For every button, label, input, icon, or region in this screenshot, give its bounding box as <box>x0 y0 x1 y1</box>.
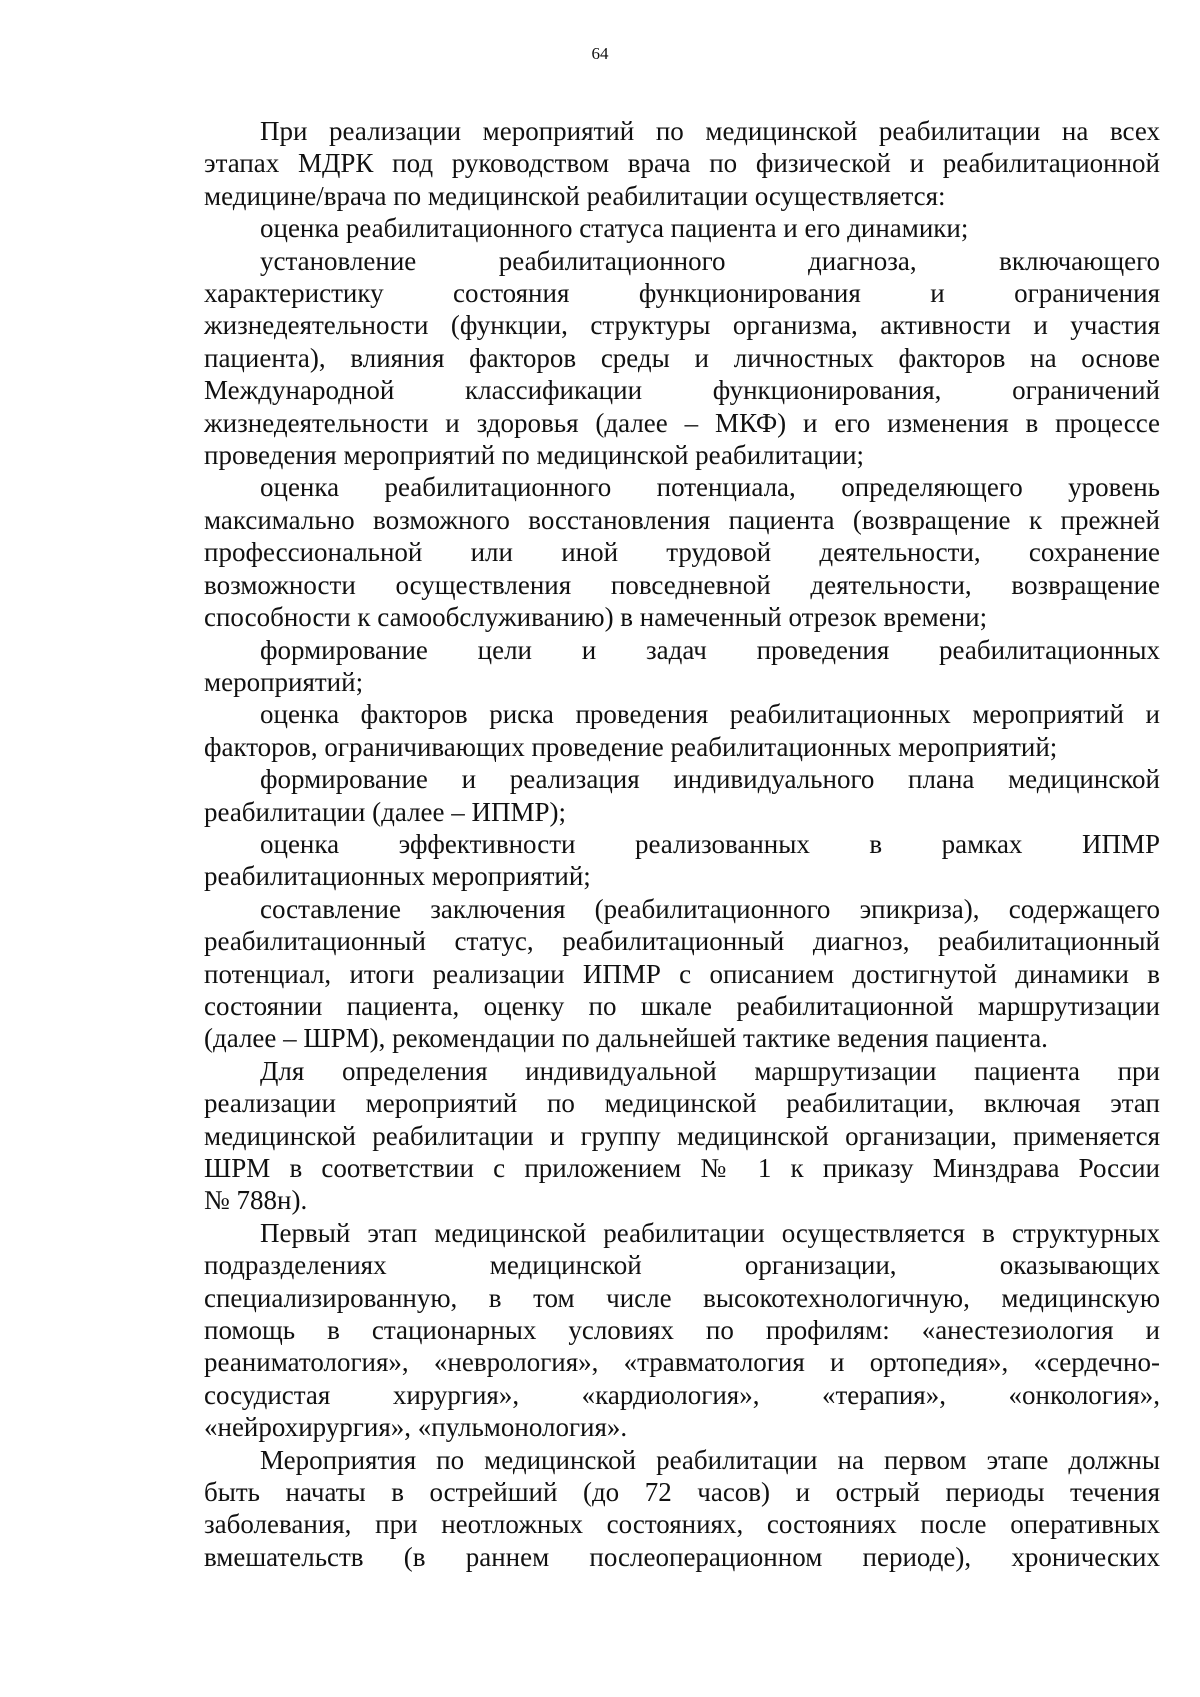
text-line: составление заключения (реабилитационного эпикриза), содержащего <box>260 893 1160 924</box>
text-line: сосудистая хирургия», «кардиология», «терапия», «онкология», <box>204 1379 1160 1410</box>
text-line: жизнедеятельности (функции, структуры организма, активности и участия <box>204 310 1160 341</box>
paragraph <box>204 698 1160 763</box>
text-line: пациента), влияния факторов среды и личностных факторов на основе <box>204 342 1160 373</box>
text-line: состоянии пациента, оценку по шкале реабилитационной маршрутизации <box>204 990 1160 1021</box>
text-line: Международной классификации функционирования, ограничений <box>204 375 1160 406</box>
paragraph <box>204 1055 1160 1217</box>
text-line: реализации мероприятий по медицинской реабилитации, включая этап <box>204 1088 1160 1119</box>
text-line: Для определения индивидуальной маршрутизации пациента при <box>260 1055 1160 1086</box>
paragraph <box>204 828 1160 893</box>
paragraph <box>204 893 1160 1055</box>
text-line: формирование цели и задач проведения реабилитационных <box>260 634 1160 665</box>
text-line: установление реабилитационного диагноза, включающего <box>260 245 1160 276</box>
text-line: Первый этап медицинской реабилитации осуществляется в структурных <box>260 1217 1160 1248</box>
text-line: реаниматология», «неврология», «травматология и ортопедия», «сердечно- <box>204 1347 1160 1378</box>
text-line: жизнедеятельности и здоровья (далее – МКФ) и его изменения в процессе <box>204 407 1160 438</box>
text-line: специализированную, в том числе высокотехнологичную, медицинскую <box>204 1282 1160 1313</box>
text-line: потенциал, итоги реализации ИПМР с описанием достигнутой динамики в <box>204 958 1160 989</box>
text-line: подразделениях медицинской организации, оказывающих <box>204 1250 1160 1281</box>
text-line: «нейрохирургия», «пульмонология». <box>204 1412 628 1443</box>
paragraph <box>204 471 1160 633</box>
paragraph <box>204 115 1160 212</box>
paragraph <box>204 634 1160 699</box>
text-line: возможности осуществления повседневной деятельности, возвращение <box>204 569 1160 600</box>
text-line: оценка факторов риска проведения реабилитационных мероприятий и <box>260 699 1160 730</box>
text-line: медицине/врача по медицинской реабилитации осуществляется: <box>204 180 946 211</box>
text-line: проведения мероприятий по медицинской реабилитации; <box>204 440 865 471</box>
text-line: мероприятий; <box>204 666 364 697</box>
paragraph <box>204 212 1160 244</box>
text-line: этапах МДРК под руководством врача по физической и реабилитационной <box>204 148 1160 179</box>
text-line: ШРМ в соответствии с приложением № 1 к приказу Минздрава России <box>204 1153 1160 1183</box>
text-line: способности к самообслуживанию) в намеченный отрезок времени; <box>204 602 988 633</box>
text-line: № 788н). <box>204 1185 308 1216</box>
text-line: характеристику состояния функционирования и ограничения <box>204 278 1160 309</box>
text-line: помощь в стационарных условиях по профилям: «анестезиология и <box>204 1315 1160 1346</box>
text-line: формирование и реализация индивидуального плана медицинской <box>260 764 1160 795</box>
text-line: реабилитационный статус, реабилитационный диагноз, реабилитационный <box>204 926 1160 957</box>
text-line: реабилитации (далее – ИПМР); <box>204 796 567 827</box>
text-line: медицинской реабилитации и группу медицинской организации, применяется <box>204 1120 1160 1151</box>
text-line: заболевания, при неотложных состояниях, состояниях после оперативных <box>204 1509 1160 1540</box>
text-line: быть начаты в острейший (до 72 часов) и острый периоды течения <box>204 1477 1160 1508</box>
text-line: оценка эффективности реализованных в рамках ИПМР <box>260 828 1160 859</box>
text-line: При реализации мероприятий по медицинской реабилитации на всех <box>260 116 1160 146</box>
text-line: (далее – ШРМ), рекомендации по дальнейшей тактике ведения пациента. <box>204 1023 1048 1054</box>
text-line: оценка реабилитационного потенциала, определяющего уровень <box>260 472 1160 503</box>
text-line: вмешательств (в раннем послеоперационном периоде), хронических <box>204 1541 1160 1572</box>
text-line: профессиональной или иной трудовой деятельности, сохранение <box>204 537 1160 568</box>
paragraph <box>204 245 1160 472</box>
text-line: максимально возможного восстановления пациента (возвращение к прежней <box>204 504 1160 535</box>
paragraph <box>204 1444 1160 1574</box>
paragraph <box>204 763 1160 828</box>
text-line: факторов, ограничивающих проведение реабилитационных мероприятий; <box>204 731 1058 762</box>
paragraph <box>204 1217 1160 1444</box>
document-body <box>204 115 1160 1573</box>
text-line: оценка реабилитационного статуса пациента и его динамики; <box>260 213 969 244</box>
text-line: реабилитационных мероприятий; <box>204 861 591 892</box>
page-number: 64 <box>591 44 609 63</box>
text-line: Мероприятия по медицинской реабилитации на первом этапе должны <box>260 1444 1160 1475</box>
